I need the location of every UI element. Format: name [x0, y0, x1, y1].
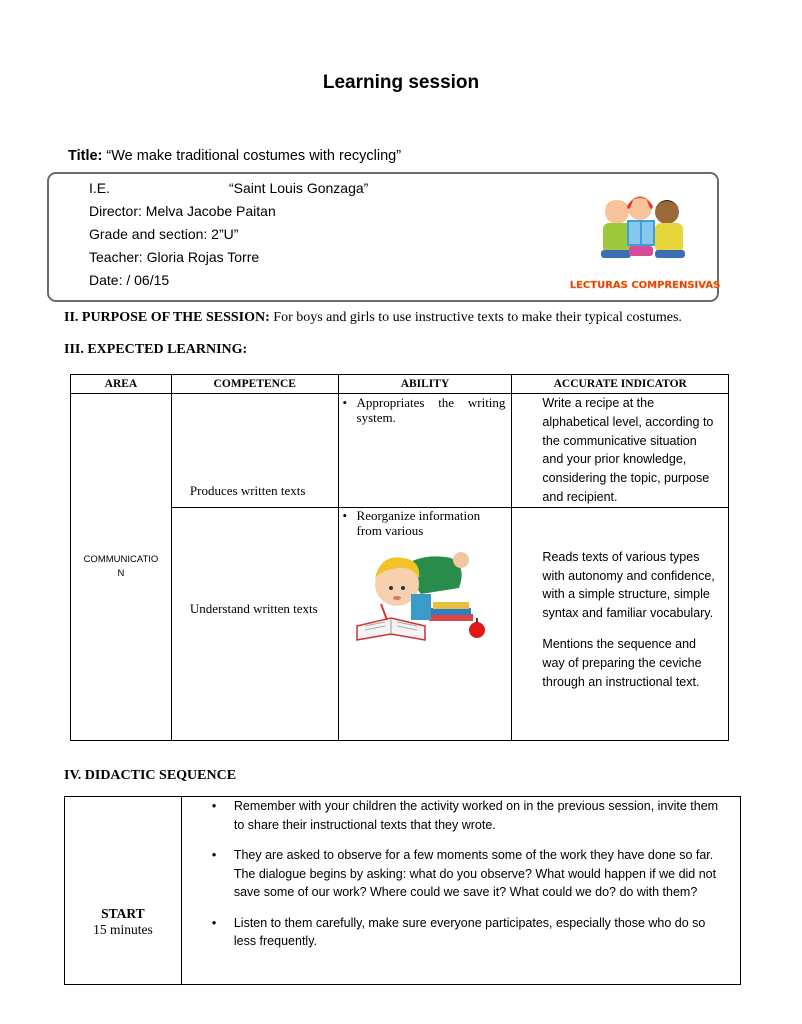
- bullet-icon: •: [342, 507, 348, 523]
- didactic-sequence-table: [64, 796, 741, 985]
- ability-cell: [338, 394, 512, 508]
- column-header-competence: COMPETENCE: [171, 375, 338, 394]
- list-item: [182, 846, 730, 902]
- activities-cell: [181, 797, 740, 985]
- list-item: [182, 914, 730, 951]
- column-header-indicator: ACCURATE INDICATOR: [512, 375, 729, 394]
- page-title: Learning session: [322, 72, 480, 93]
- activity-text: Remember with your children the activity worked on in the previous session, invite them to share their instructional texts that they wrote.: [233, 799, 719, 832]
- bullet-icon: •: [342, 395, 348, 410]
- date-line: Date: / 06/15: [89, 272, 170, 288]
- ie-value: “Saint Louis Gonzaga”: [229, 180, 369, 196]
- expected-learning-table: [70, 374, 729, 741]
- bullet-icon: •: [211, 848, 217, 862]
- indicator-cell: [512, 507, 729, 740]
- activity-text: Listen to them carefully, make sure everyone participates, especially those who do so less frequently.: [233, 915, 706, 948]
- competence-cell: [171, 394, 338, 508]
- phase-duration: 15 minutes: [93, 922, 153, 937]
- competence-cell: [171, 507, 338, 740]
- didactic-sequence-heading: IV. DIDACTIC SEQUENCE: [64, 768, 237, 783]
- logo-text: LECTURAS COMPRENSIVAS: [569, 280, 721, 291]
- ie-label: I.E.: [89, 180, 111, 196]
- column-header-area: AREA: [71, 375, 172, 394]
- list-item: [182, 797, 730, 834]
- ability-text: Appropriates the writing system.: [356, 395, 506, 425]
- purpose-label: II. PURPOSE OF THE SESSION:: [64, 310, 270, 325]
- ability-cell: [338, 507, 512, 740]
- session-title-value: “We make traditional costumes with recycling”: [106, 148, 402, 164]
- grade-line: Grade and section: 2”U”: [89, 226, 239, 242]
- bullet-icon: •: [211, 799, 217, 813]
- purpose-line: [64, 310, 682, 326]
- activity-text: They are asked to observe for a few moments some of the work they have done so far. The dialogue begins by asking: what do you observe? What would happen if we did not save some of our work? Where could we save it? What could we do? do with them?: [233, 848, 717, 899]
- bullet-icon: •: [211, 915, 217, 930]
- teacher-line: Teacher: Gloria Rojas Torre: [89, 249, 260, 265]
- phase-label: START: [101, 906, 145, 921]
- indicator-text: Mentions the sequence and way of preparing the ceviche through an instructional text.: [542, 636, 702, 689]
- indicator-text: Reads texts of various types with autonomy and confidence, with a simple structure, simple syntax and familiar vocabulary.: [542, 549, 715, 621]
- table-row: [71, 394, 729, 508]
- boy-reading-illustration: [351, 544, 491, 654]
- table-header-row: [71, 375, 729, 394]
- area-cell: [71, 394, 172, 741]
- phase-cell: [65, 797, 182, 985]
- indicator-cell: [512, 394, 729, 508]
- table-row: [65, 797, 741, 985]
- competence-text: Understand written texts: [189, 600, 318, 616]
- purpose-text: For boys and girls to use instructive texts to make their typical costumes.: [273, 310, 682, 325]
- area-text: COMMUNICATIO N: [83, 553, 159, 579]
- indicator-text: Write a recipe at the alphabetical level, according to the communicative situation and your prior knowledge, considering the topic, purpose and recipient.: [542, 396, 714, 504]
- column-header-ability: ABILITY: [338, 375, 512, 394]
- session-title-label: Title:: [68, 148, 103, 164]
- ability-text: Reorganize information from various: [356, 507, 481, 538]
- reading-children-logo: [569, 190, 721, 296]
- director-line: Director: Melva Jacobe Paitan: [89, 203, 276, 219]
- session-title: [68, 148, 401, 164]
- expected-learning-heading: III. EXPECTED LEARNING:: [64, 342, 248, 357]
- competence-text: Produces written texts: [189, 482, 306, 498]
